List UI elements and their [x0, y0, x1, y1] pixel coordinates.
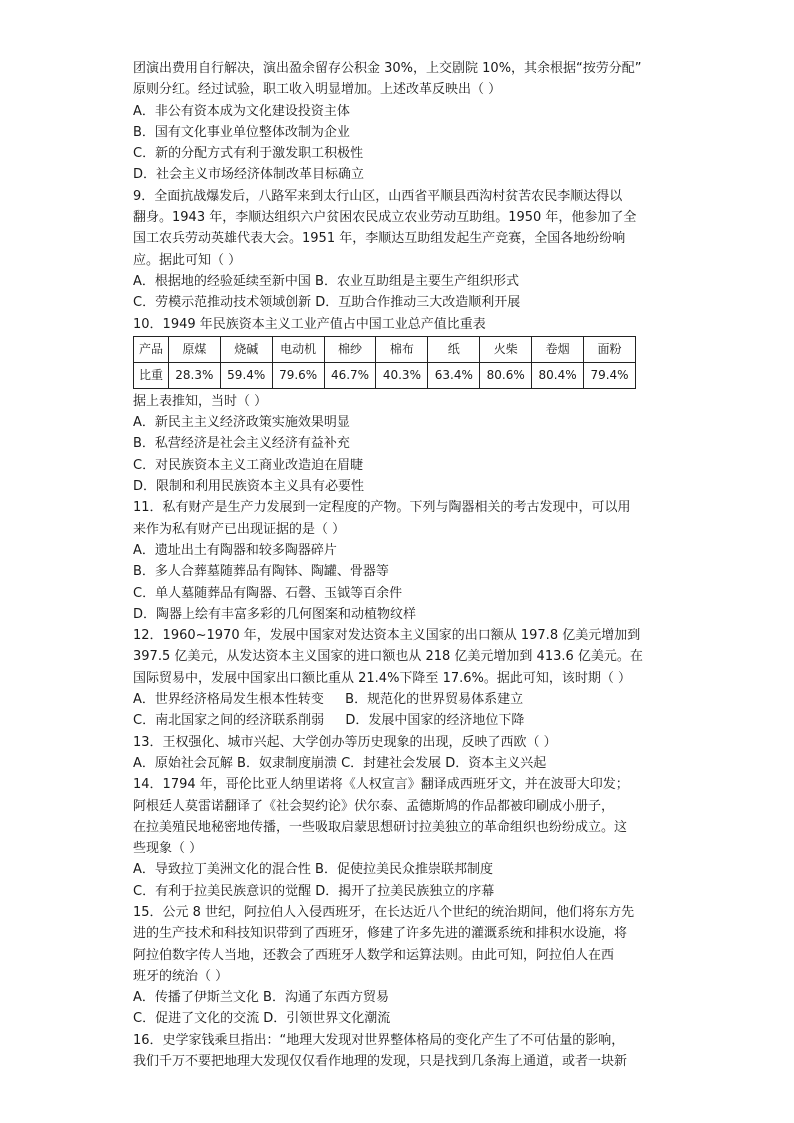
exam-page: [133, 58, 663, 1072]
option-row-ab: A．世界经济格局发生根本性转变 B．规范化的世界贸易体系建立: [133, 692, 524, 708]
option-row-cd: C．促进了文化的交流 D．引领世界文化潮流: [133, 1011, 391, 1027]
table-cell: 59.4%: [220, 362, 272, 388]
table-cell: 28.3%: [168, 362, 220, 388]
option-c: C．新的分配方式有利于激发职工积极性: [133, 146, 364, 162]
industry-share-table: [133, 336, 636, 389]
table-cell: 卷烟: [532, 336, 584, 362]
question-text-line: 在拉美殖民地秘密地传播，一些吸取启蒙思想研讨拉美独立的革命组织也纷纷成立。这: [133, 819, 628, 835]
question-text-line: 国际贸易中，发展中国家出口额比重从 21.4%下降至 17.6%。据此可知，该时期（ ）: [133, 670, 631, 686]
question-text-line: 原则分红。经过试验，职工收入明显增加。上述改革反映出（ ）: [133, 82, 502, 98]
table-cell: 46.7%: [324, 362, 376, 388]
table-cell: 烧碱: [220, 336, 272, 362]
option-c: C．单人墓随葬品有陶器、石磬、玉钺等百余件: [133, 585, 403, 601]
question-13: [133, 732, 663, 775]
option-row-cd: C．有利于拉美民族意识的觉醒 D．揭开了拉美民族独立的序幕: [133, 883, 495, 899]
table-cell: 80.4%: [532, 362, 584, 388]
question-text-line: 11．私有财产是生产力发展到一定程度的产物。下列与陶器相关的考古发现中，可以用: [133, 500, 631, 516]
table-cell: 63.4%: [428, 362, 480, 388]
question-text-line: 进的生产技术和科技知识带到了西班牙，修建了许多先进的灌溉系统和排积水设施，将: [133, 926, 628, 942]
option-d: D．社会主义市场经济体制改革目标确立: [133, 167, 365, 183]
option-row-cd: C．南北国家之间的经济联系削弱 D．发展中国家的经济地位下降: [133, 713, 525, 729]
question-16: [133, 1030, 663, 1073]
question-text-line: 15．公元 8 世纪，阿拉伯人入侵西班牙，在长达近八个世纪的统治期间，他们将东方先: [133, 904, 635, 920]
option-b: B．私营经济是社会主义经济有益补充: [133, 436, 350, 452]
option-b: B．国有文化事业单位整体改制为企业: [133, 124, 350, 140]
table-cell: 纸: [428, 336, 480, 362]
question-text-line: 14．1794 年，哥伦比亚人纳里诺将《人权宣言》翻译成西班牙文，并在波哥大印发；: [133, 777, 629, 793]
question-text-line: 团演出费用自行解决，演出盈余留存公积金 30%，上交剧院 10%，其余根据“按劳分配”: [133, 61, 642, 76]
question-9: [133, 186, 663, 314]
option-row-abcd: A．原始社会瓦解 B．奴隶制度崩溃 C．封建社会发展 D．资本主义兴起: [133, 755, 547, 771]
question-text-line: 国工农兵劳动英雄代表大会。1951 年，李顺达互助组发起生产竞赛，全国各地纷纷响: [133, 231, 626, 247]
option-a: A．非公有资本成为文化建设投资主体: [133, 103, 350, 119]
option-row-ab: A．根据地的经验延续至新中国 B．农业互助组是主要生产组织形式: [133, 273, 519, 289]
option-row-ab: A．传播了伊斯兰文化 B．沟通了东西方贸易: [133, 990, 389, 1006]
table-cell: 原煤: [168, 336, 220, 362]
question-text-line: 阿拉伯数字传人当地，还教会了西班牙人数学和运算法则。由此可知，阿拉伯人在西: [133, 947, 615, 963]
table-cell: 电动机: [272, 336, 324, 362]
question-text-line: 班牙的统治（ ）: [133, 968, 229, 984]
question-15: [133, 902, 663, 1030]
question-text-line: 些现象（ ）: [133, 841, 203, 857]
question-text-line: 12．1960~1970 年，发展中国家对发达资本主义国家的出口额从 197.8 亿美元增加到: [133, 628, 641, 644]
option-row-ab: A．导致拉丁美洲文化的混合性 B．促使拉美民众推崇联邦制度: [133, 862, 493, 878]
question-11: [133, 497, 663, 625]
question-10: [133, 314, 663, 498]
question-stem: 据上表推知，当时（ ）: [133, 393, 268, 409]
question-text-line: 397.5 亿美元，从发达资本主义国家的进口额也从 218 亿美元增加到 413.6 亿美元。在: [133, 649, 643, 665]
table-header-row: [134, 336, 636, 362]
table-row: [134, 362, 636, 388]
option-c: C．对民族资本主义工商业改造迫在眉睫: [133, 457, 364, 473]
option-b: B．多人合葬墓随葬品有陶钵、陶罐、骨器等: [133, 564, 389, 580]
option-d: D．陶器上绘有丰富多彩的几何图案和动植物纹样: [133, 606, 417, 622]
question-text-line: 16．史学家钱乘旦指出：“地理大发现对世界整体格局的变化产生了不可估量的影响，: [133, 1032, 625, 1048]
question-text-line: 9．全面抗战爆发后，八路军来到太行山区，山西省平顺县西沟村贫苦农民李顺达得以: [133, 188, 623, 204]
question-text-line: 应。据此可知（ ）: [133, 252, 242, 268]
option-row-cd: C．劳模示范推动技术领域创新 D．互助合作推动三大改造顺利开展: [133, 295, 521, 311]
option-a: A．新民主主义经济政策实施效果明显: [133, 415, 350, 431]
table-cell: 80.6%: [480, 362, 532, 388]
table-cell: 79.4%: [584, 362, 636, 388]
table-cell: 棉布: [376, 336, 428, 362]
question-text-line: 来作为私有财产已出现证据的是（ ）: [133, 521, 346, 537]
option-d: D．限制和利用民族资本主义具有必要性: [133, 479, 365, 495]
table-cell: 比重: [134, 362, 169, 388]
question-14: [133, 774, 663, 902]
table-cell: 火柴: [480, 336, 532, 362]
question-text-line: 我们千万不要把地理大发现仅仅看作地理的发现，只是找到几条海上通道，或者一块新: [133, 1054, 628, 1070]
question-title: 10．1949 年民族资本主义工业产值占中国工业总产值比重表: [133, 316, 486, 332]
question-text-line: 翻身。1943 年，李顺达组织六户贫困农民成立农业劳动互助组。1950 年，他参加了全: [133, 210, 637, 226]
table-cell: 棉纱: [324, 336, 376, 362]
question-12: [133, 625, 663, 731]
table-cell: 79.6%: [272, 362, 324, 388]
option-a: A．遗址出土有陶器和较多陶器碎片: [133, 542, 337, 558]
question-text-line: 阿根廷人莫雷诺翻译了《社会契约论》伏尔泰、孟德斯鸠的作品都被印刷成小册子，: [133, 798, 615, 814]
question-text-line: 13．王权强化、城市兴起、大学创办等历史现象的出现，反映了西欧（ ）: [133, 734, 557, 750]
table-cell: 产品: [134, 336, 169, 362]
table-cell: 面粉: [584, 336, 636, 362]
question-8-tail: [133, 58, 663, 186]
table-cell: 40.3%: [376, 362, 428, 388]
